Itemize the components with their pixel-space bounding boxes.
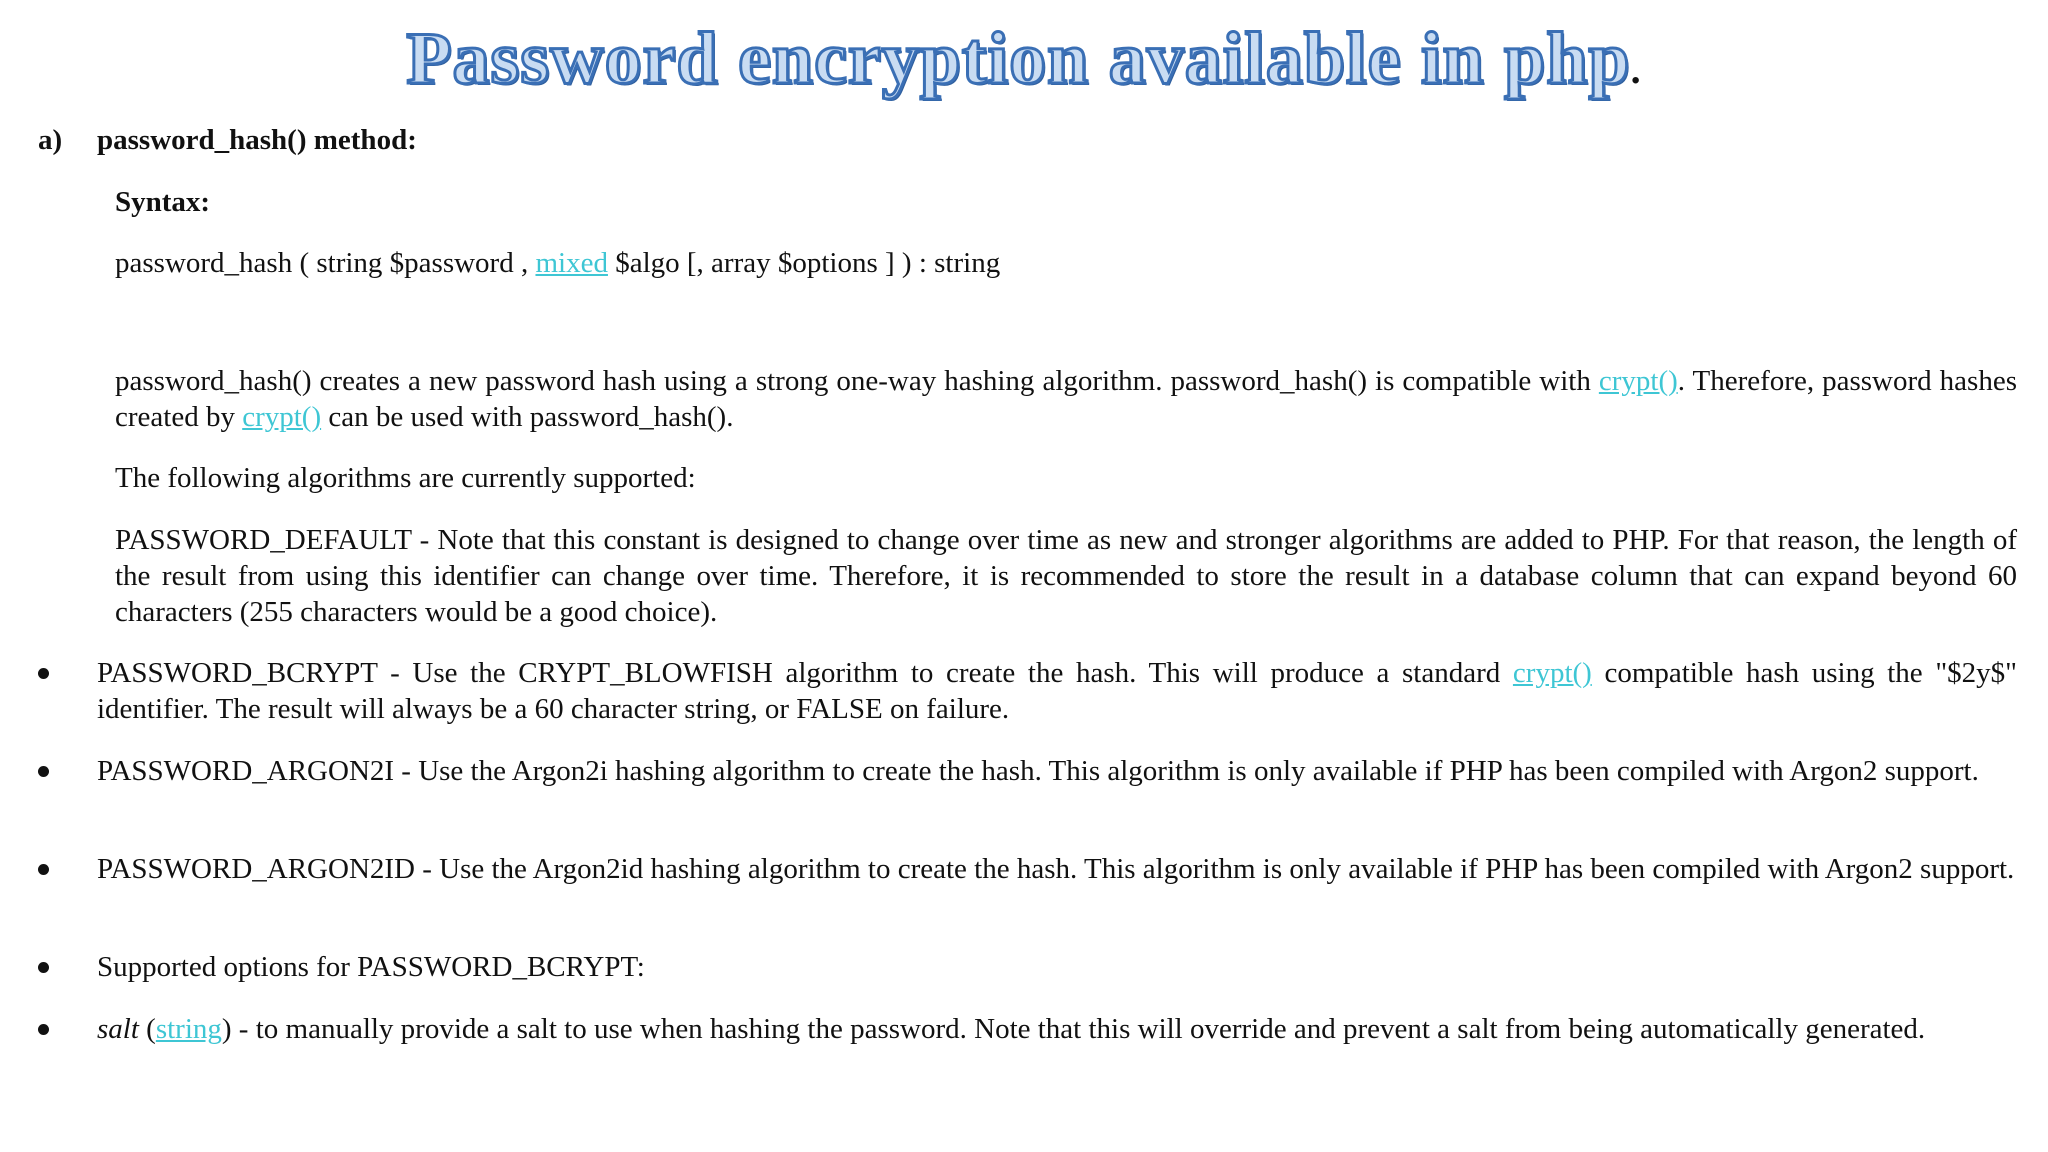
syntax-post: $algo [, array $options ] ) : string	[607, 247, 1001, 279]
desc-text-3: can be used with password_hash().	[321, 401, 734, 433]
syntax-pre: password_hash ( string $password ,	[115, 247, 536, 279]
password-default-paragraph: PASSWORD_DEFAULT - Note that this constant is designed to change over time as new and stronger algorithms are added to PHP. For that reason, the length of the result from using this identifier can change over time. Therefore, it is recommended to store the result in a database column that can expand beyond 60 characters (255 characters would be a good choice).	[115, 524, 2017, 628]
string-link[interactable]: string	[155, 1013, 222, 1045]
bullet-options: Supported options for PASSWORD_BCRYPT:	[97, 951, 645, 983]
bullet-argon2i: PASSWORD_ARGON2I - Use the Argon2i hashing algorithm to create the hash. This algorithm is only available if PHP has been compiled with Argon2 support.	[97, 755, 1979, 787]
bullet-dot	[38, 766, 49, 777]
salt-text: ) - to manually provide a salt to use when hashing the password. Note that this will override and prevent a salt from being automatically generated.	[221, 1013, 1926, 1045]
mixed-link[interactable]: mixed	[535, 247, 608, 279]
bullet-dot	[38, 864, 49, 875]
bullet-dot	[38, 1024, 49, 1035]
title-text: Password encryption available in php	[406, 18, 1631, 100]
section-heading: password_hash() method:	[97, 124, 417, 156]
crypt-link[interactable]: crypt()	[1512, 657, 1592, 689]
bcrypt-text-1: PASSWORD_BCRYPT - Use the CRYPT_BLOWFISH algorithm to create the hash. This will produce a standard	[97, 657, 1513, 689]
bcrypt-text-2: compatible hash using the "$2y$" identifier. The result will always be a 60 character string, or FALSE on failure.	[97, 657, 2017, 725]
bullet-salt	[97, 1011, 1925, 1047]
bullet-dot	[38, 668, 49, 679]
syntax-label: Syntax:	[115, 186, 211, 218]
syntax-signature	[115, 245, 1000, 281]
section-marker: a)	[38, 124, 63, 156]
salt-term: salt	[97, 1013, 139, 1045]
crypt-link[interactable]: crypt()	[1598, 365, 1678, 397]
algorithms-intro: The following algorithms are currently supported:	[115, 462, 696, 494]
description-paragraph	[115, 363, 2017, 435]
desc-text-1: password_hash() creates a new password hash using a strong one-way hashing algorithm. password_hash() is compatible with	[115, 365, 1599, 397]
bullet-dot	[38, 962, 49, 973]
desc-text-2: . Therefore, password hashes created by	[115, 365, 2017, 433]
page-title	[0, 14, 2048, 115]
title-suffix: .	[1630, 47, 1642, 92]
crypt-link[interactable]: crypt()	[242, 401, 322, 433]
bullet-argon2id: PASSWORD_ARGON2ID - Use the Argon2id hashing algorithm to create the hash. This algorithm is only available if PHP has been compiled with Argon2 support.	[97, 853, 2015, 885]
bullet-bcrypt	[97, 655, 2017, 727]
salt-open: (	[138, 1013, 156, 1045]
